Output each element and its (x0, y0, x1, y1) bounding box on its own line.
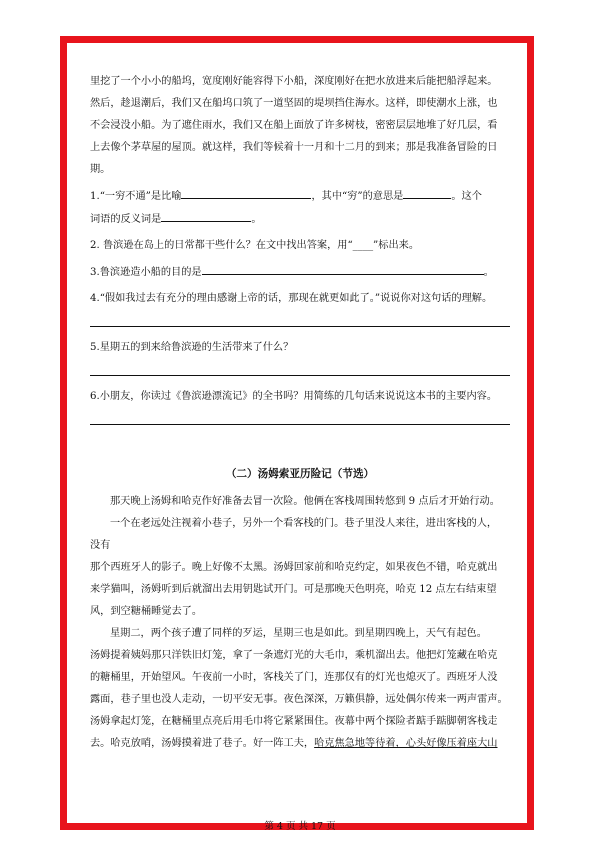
q6-answer-line[interactable] (90, 410, 510, 425)
passage1-line: 然后，趁退潮后，我们又在船坞口筑了一道坚固的堤坝挡住海水。这样，即使潮水上涨，也 (90, 98, 498, 109)
underlined-sentence: 哈克焦急地等待着，心头好像压着座大山 (314, 738, 498, 749)
passage1-line: 期。 (90, 164, 111, 175)
document-content (90, 71, 510, 755)
question-1: 1.“一穷不通”是比喻 ，其中“穷”的意思是 。这个 (90, 185, 510, 208)
passage2-line: 星期二，两个孩子遭了同样的歹运，星期三也是如此。到星期四晚上，天气有起色。 (110, 628, 487, 639)
q1-blank-word-meaning[interactable] (403, 185, 451, 199)
question-1-cont: 词语的反义词是 。 (90, 208, 510, 231)
q5-answer-line[interactable] (90, 361, 510, 376)
question-5: 5.星期五的到来给鲁滨逊的生活带来了什么？ (90, 342, 294, 353)
q1-blank-meaning[interactable] (181, 185, 311, 199)
section-title: （二）汤姆索亚历险记（节选） (225, 468, 375, 480)
q4-answer-line[interactable] (90, 312, 510, 327)
passage2-line: 露面，巷子里也没人走动，一切平安无事。夜色深深，万籁俱静，远处偶尔传来一两声雷声。 (90, 694, 508, 705)
page-footer: 第 4 页 共 17 页 (264, 821, 336, 832)
q1-blank-antonym[interactable] (161, 208, 251, 222)
passage2-line: 那天晚上汤姆和哈克作好准备去冒一次险。他俩在客栈周围转悠到 9 点后才开始行动。 (110, 496, 500, 507)
passage1-line: 上去像个茅草屋的屋顶。就这样，我们等候着十一月和十二月的到来；那是我准备冒险的日 (90, 142, 498, 153)
question-3: 3.鲁滨逊造小船的目的是 。 (90, 261, 510, 284)
q3-blank[interactable] (202, 261, 484, 275)
passage1 (90, 71, 510, 181)
passage2-line: 风，到空糖桶睡觉去了。 (90, 606, 203, 617)
passage1-line: 不会浸没小船。为了遮住雨水，我们又在船上面放了许多树枝，密密层层地堆了好几层，看 (90, 120, 498, 131)
passage2 (90, 491, 510, 755)
passage2-line: 那个西班牙人的影子。晚上好像不太黑。汤姆回家前和哈克约定，如果夜色不错，哈克就出 (90, 562, 498, 573)
passage2-line: 没有 (90, 540, 111, 551)
passage1-line: 里挖了一个小小的船坞，宽度刚好能容得下小船，深度刚好在把水放进来后能把船浮起来。 (90, 76, 498, 87)
question-2: 2. 鲁滨逊在岛上的日常都干些什么？在文中找出答案，用“____”标出来。 (90, 240, 420, 251)
passage2-line: 的糖桶里，开始望风。午夜前一小时，客栈关了门，连那仅有的灯光也熄灭了。西班牙人没 (90, 672, 498, 683)
passage2-line: 汤姆拿起灯笼，在糖桶里点亮后用毛巾将它紧紧围住。夜幕中两个探险者踮手踮脚朝客栈走 (90, 716, 498, 727)
passage2-line: 一个在老远处注视着小巷子，另外一个看客栈的门。巷子里没人来往，进出客栈的人， (110, 518, 498, 529)
question-6: 6.小朋友，你读过《鲁滨逊漂流记》的全书吗？用简练的几句话来说说这本书的主要内容。 (90, 391, 498, 402)
question-4: 4.“假如我过去有充分的理由感谢上帝的话，那现在就更如此了。”说说你对这句话的理解。 (90, 293, 493, 304)
passage2-line: 去。哈克放哨，汤姆摸着进了巷子。好一阵工夫，哈克焦急地等待着，心头好像压着座大山 (90, 738, 498, 749)
passage2-line: 汤姆提着姨妈那只洋铁旧灯笼，拿了一条遮灯光的大毛巾，乘机溜出去。他把灯笼藏在哈克 (90, 650, 498, 661)
passage2-line: 来学猫叫，汤姆听到后就溜出去用钥匙试开门。可是那晚天色明亮，哈克 12 点左右结束望 (90, 584, 497, 595)
